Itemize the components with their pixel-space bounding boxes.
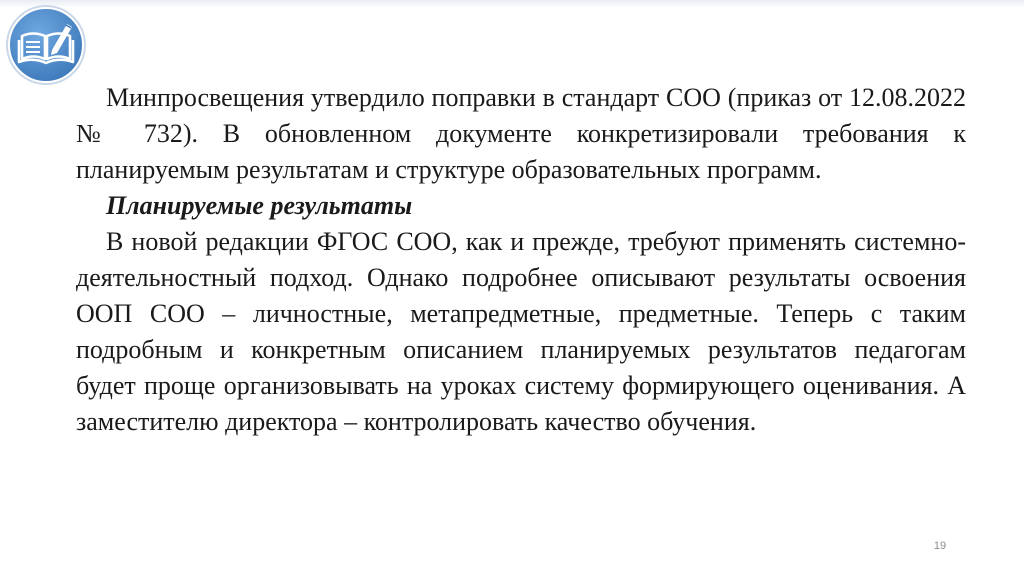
body-paragraph: В новой редакции ФГОС СОО, как и прежде, требуют применять системно-деятельностный подход. Однако подробнее описывают результаты освоения ООП СОО – личностные, метапредметные, предметные. Теперь с таким подробным и конкретным описанием планируемых результатов педагогам будет проще организовывать на уроках систему формирующего оценивания. А заместителю директора – контролировать качество обучения. (76, 227, 966, 436)
section-heading: Планируемые результаты (106, 191, 413, 220)
slide-text (76, 80, 966, 440)
page-number: 19 (933, 540, 947, 552)
open-book-with-pen-icon (4, 3, 88, 87)
top-decor-strip (0, 0, 1024, 8)
intro-paragraph: Минпросвещения утвердило поправки в стандарт СОО (приказ от 12.08.2022 № 732). В обновленном документе конкретизировали требования к планируемым результатам и структуре образовательных программ. (76, 83, 966, 184)
